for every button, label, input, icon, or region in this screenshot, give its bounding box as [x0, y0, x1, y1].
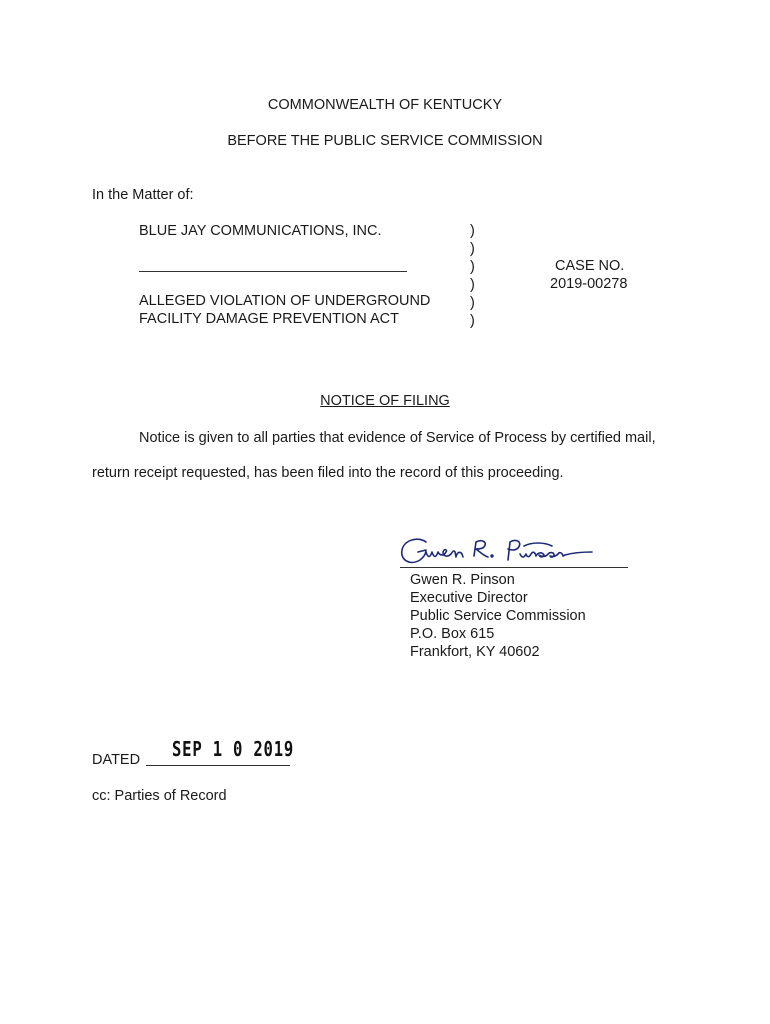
signatory-city: Frankfort, KY 40602 — [410, 644, 540, 660]
case-number: 2019-00278 — [550, 276, 628, 292]
dated-line — [146, 765, 290, 766]
notice-body-line-1: Notice is given to all parties that evidence of Service of Process by certified mail, — [139, 430, 656, 446]
caption-paren: ) — [470, 259, 475, 275]
dated-label: DATED — [92, 752, 141, 768]
signature-line — [400, 567, 628, 568]
caption-paren: ) — [470, 277, 475, 293]
signatory-po-box: P.O. Box 615 — [410, 626, 495, 642]
signatory-name: Gwen R. Pinson — [410, 572, 515, 588]
notice-title: NOTICE OF FILING — [320, 393, 450, 409]
party-divider-line — [139, 271, 407, 272]
signature-image — [396, 530, 596, 572]
matter-intro: In the Matter of: — [92, 187, 194, 203]
allegation-line-1: ALLEGED VIOLATION OF UNDERGROUND — [139, 293, 431, 309]
case-label: CASE NO. — [555, 258, 625, 274]
caption-paren: ) — [470, 223, 475, 239]
notice-body-line-2: return receipt requested, has been filed into the record of this proceeding. — [92, 465, 564, 481]
party-name: BLUE JAY COMMUNICATIONS, INC. — [139, 223, 382, 239]
cc-line: cc: Parties of Record — [92, 788, 227, 804]
header-commission: BEFORE THE PUBLIC SERVICE COMMISSION — [227, 133, 543, 149]
allegation-line-2: FACILITY DAMAGE PREVENTION ACT — [139, 311, 399, 327]
caption-paren: ) — [470, 295, 475, 311]
caption-paren: ) — [470, 241, 475, 257]
signatory-organization: Public Service Commission — [410, 608, 586, 624]
date-stamp: SEP 1 0 2019 — [172, 737, 295, 761]
header-commonwealth: COMMONWEALTH OF KENTUCKY — [267, 97, 503, 113]
caption-paren: ) — [470, 313, 475, 329]
signatory-title: Executive Director — [410, 590, 528, 606]
